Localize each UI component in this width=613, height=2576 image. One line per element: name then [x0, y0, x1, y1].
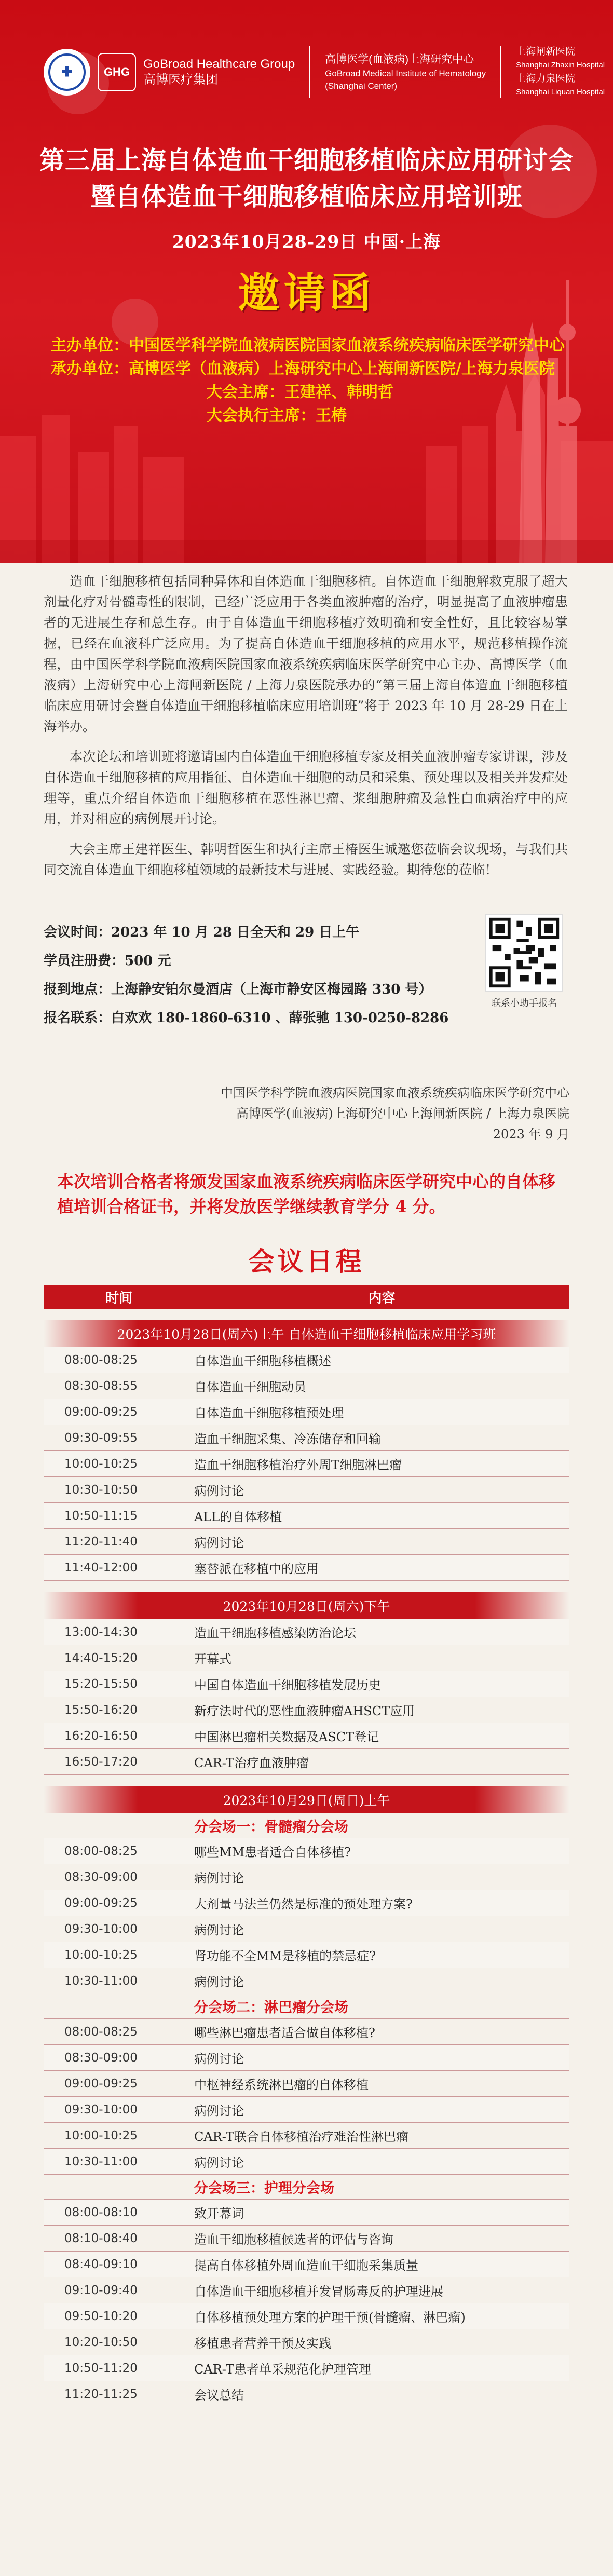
hospital-names: 上海闸新医院 Shanghai Zhaxin Hospital 上海力泉医院 Shanghai Liquan Hospital	[516, 46, 605, 97]
schedule-row	[44, 2252, 569, 2277]
schedule-row	[44, 1916, 569, 1942]
session-time: 11:20-11:25	[64, 2387, 138, 2401]
schedule-row	[44, 2045, 569, 2071]
hero-banner	[0, 0, 613, 563]
session-topic: 致开幕词	[194, 2206, 244, 2221]
subvenue-lymphoma: 分会场二：淋巴瘤分会场	[44, 1994, 569, 2019]
session-topic: 新疗法时代的恶性血液肿瘤AHSCT应用	[194, 1704, 415, 1718]
session-topic: 移植患者营养干预及实践	[194, 2336, 331, 2351]
schedule-row	[44, 1619, 569, 1645]
section-day2-morning: 2023年10月29日(周日)上午	[44, 1786, 569, 1813]
schedule-row	[44, 1968, 569, 1994]
session-time: 10:30-11:00	[64, 2154, 138, 2168]
schedule-row	[44, 1451, 569, 1477]
schedule-row	[44, 1942, 569, 1968]
schedule-row	[44, 1697, 569, 1723]
session-topic: 病例讨论	[194, 1923, 244, 1937]
gobroad-name: GoBroad Healthcare Group 高博医疗集团	[143, 57, 295, 87]
session-time: 08:30-08:55	[64, 1379, 138, 1393]
session-time: 14:40-15:20	[64, 1651, 138, 1665]
session-topic: 大剂量马法兰仍然是标准的预处理方案?	[194, 1897, 413, 1911]
intro-section	[44, 571, 568, 890]
organizer-line: 承办单位：高博医学（血液病）上海研究中心上海闸新医院/上海力泉医院	[51, 360, 555, 378]
session-time: 10:00-10:25	[64, 1948, 138, 1962]
schedule-row	[44, 1425, 569, 1451]
intro-paragraph: 大会主席王建祥医生、韩明哲医生和执行主席王椿医生诚邀您莅临会议现场，与我们共同交流自体造血干细胞移植领域的最新技术与进展、实践经验。期待您的莅临！	[44, 842, 568, 877]
session-topic: 造血干细胞移植治疗外周T细胞淋巴瘤	[194, 1458, 402, 1472]
session-topic: ALL的自体移植	[194, 1510, 282, 1524]
session-time: 15:20-15:50	[64, 1677, 138, 1691]
session-time: 09:00-09:25	[64, 1405, 138, 1419]
session-time: 09:50-10:20	[64, 2309, 138, 2323]
session-time: 10:00-10:25	[64, 1457, 138, 1471]
session-topic: 会议总结	[194, 2388, 244, 2403]
intro-paragraph: 造血干细胞移植包括同种异体和自体造血干细胞移植。自体造血干细胞解救克服了超大剂量化疗对骨髓毒性的限制，已经广泛应用于各类血液肿瘤的治疗，明显提高了血液肿瘤患者的无进展生存和总生存。由于自体造血干细胞移植疗效明确和安全性好，且比较容易掌握，已经在血液科广泛应用。为了提高自体造血干细胞移植的应用水平，规范移植操作流程，由中国医学科学院血液病医院国家血液系统疾病临床医学研究中心主办、高博医学（血液病）上海研究中心上海闸新医院 / 上海力泉医院承办的“第三届上海自体造血干细胞移植临床应用研讨会暨自体造血干细胞移植临床应用培训班”将于 2023 年 10 月 28-29 日在上海举办。	[44, 574, 568, 734]
schedule-row	[44, 2200, 569, 2226]
session-time: 08:30-09:00	[64, 1870, 138, 1884]
session-topic: 病例讨论	[194, 2052, 244, 2066]
session-topic: 肾功能不全MM是移植的禁忌症?	[194, 1949, 376, 1963]
session-topic: 中国自体造血干细胞移植发展历史	[194, 1678, 381, 1692]
session-topic: 自体造血干细胞移植概述	[194, 1354, 331, 1368]
session-topic: 病例讨论	[194, 2104, 244, 2118]
session-time: 08:00-08:25	[64, 1353, 138, 1367]
schedule-row	[44, 1864, 569, 1890]
session-time: 11:20-11:40	[64, 1535, 138, 1549]
gobroad-logo-icon: GHG	[98, 53, 136, 91]
session-topic: 中国淋巴瘤相关数据及ASCT登记	[194, 1730, 379, 1744]
session-time: 09:10-09:40	[64, 2283, 138, 2297]
schedule-table	[44, 1285, 569, 2407]
session-time: 10:50-11:15	[64, 1509, 138, 1523]
session-time: 10:20-10:50	[64, 2335, 138, 2349]
session-topic: 病例讨论	[194, 1536, 244, 1550]
schedule-row	[44, 1645, 569, 1671]
session-time: 08:00-08:25	[64, 2025, 138, 2039]
schedule-row	[44, 2226, 569, 2252]
schedule-row	[44, 1555, 569, 1581]
session-time: 10:30-11:00	[64, 1974, 138, 1988]
schedule-row	[44, 2149, 569, 2175]
logo-divider	[500, 46, 501, 98]
session-topic: 病例讨论	[194, 1871, 244, 1886]
schedule-row	[44, 1671, 569, 1697]
schedule-row	[44, 1477, 569, 1503]
schedule-row	[44, 1503, 569, 1529]
session-topic: 自体移植预处理方案的护理干预(骨髓瘤、淋巴瘤)	[194, 2310, 466, 2325]
schedule-row	[44, 2071, 569, 2097]
schedule-row	[44, 2381, 569, 2407]
intro-paragraph: 本次论坛和培训班将邀请国内自体造血干细胞移植专家及相关血液肿瘤专家讲课，涉及自体造血干细胞移植的应用指征、自体造血干细胞的动员和采集、预处理以及相关并发症处理等，重点介绍自体造血干细胞移植在恶性淋巴瘤、浆细胞肿瘤及急性白血病治疗中的应用，并对相应的病例展开讨论。	[44, 749, 568, 826]
signature-block: 中国医学科学院血液病医院国家血液系统疾病临床医学研究中心 高博医学(血液病)上海研究中心上海闸新医院 / 上海力泉医院 2023 年 9 月	[221, 1086, 569, 1142]
session-topic: 自体造血干细胞移植并发冒肠毒反的护理进展	[194, 2284, 443, 2299]
schedule-row	[44, 2019, 569, 2045]
academy-logo	[44, 49, 90, 96]
meeting-time: 会议时间：2023 年 10 月 28 日全天和 29 日上午	[44, 925, 360, 940]
invitation-heading: 邀请函	[238, 268, 375, 317]
session-topic: 提高自体移植外周血造血干细胞采集质量	[194, 2258, 418, 2273]
qr-code-icon[interactable]	[485, 914, 563, 992]
session-topic: 病例讨论	[194, 1484, 244, 1498]
section-day1-morning: 2023年10月28日(周六)上午 自体造血干细胞移植临床应用学习班	[44, 1320, 569, 1347]
session-time: 15:50-16:20	[64, 1703, 138, 1717]
session-time: 08:00-08:10	[64, 2205, 138, 2219]
schedule-row	[44, 1749, 569, 1775]
session-topic: CAR-T联合自体移植治疗难治性淋巴瘤	[194, 2130, 409, 2144]
session-time: 09:00-09:25	[64, 2077, 138, 2091]
session-topic: 自体造血干细胞移植预处理	[194, 1406, 344, 1420]
session-time: 08:00-08:25	[64, 1844, 138, 1858]
session-time: 09:30-09:55	[64, 1431, 138, 1445]
schedule-row	[44, 1838, 569, 1864]
session-topic: 自体造血干细胞动员	[194, 1380, 306, 1394]
session-topic: CAR-T治疗血液肿瘤	[194, 1756, 309, 1770]
session-topic: 病例讨论	[194, 1975, 244, 1989]
schedule-header: 时间 内容	[44, 1285, 569, 1309]
institute-name: 高博医学(血液病)上海研究中心 GoBroad Medical Institute of Hematology (Shanghai Center)	[325, 53, 486, 91]
session-time: 16:50-17:20	[64, 1755, 138, 1769]
session-topic: 病例讨论	[194, 2155, 244, 2170]
session-time: 11:40-12:00	[64, 1561, 138, 1575]
logo-bar	[44, 44, 605, 101]
schedule-row	[44, 2097, 569, 2123]
schedule-row	[44, 2277, 569, 2303]
schedule-title: 会议日程	[248, 1246, 365, 1277]
section-day1-afternoon: 2023年10月28日(周六)下午	[44, 1592, 569, 1619]
certificate-notice: 本次培训合格者将颁发国家血液系统疾病临床医学研究中心的自体移植培训合格证书，并将发放医学继续教育学分 4 分。	[57, 1172, 556, 1216]
venue: 报到地点：上海静安铂尔曼酒店（上海市静安区梅园路 330 号）	[44, 982, 432, 997]
schedule-row	[44, 2355, 569, 2381]
schedule-row	[44, 1399, 569, 1425]
subvenue-myeloma: 分会场一：骨髓瘤分会场	[44, 1813, 569, 1838]
session-time: 10:00-10:25	[64, 2128, 138, 2143]
session-topic: 造血干细胞移植候选者的评估与咨询	[194, 2232, 393, 2247]
session-time: 09:00-09:25	[64, 1896, 138, 1910]
schedule-row	[44, 2329, 569, 2355]
sponsor-line: 主办单位：中国医学科学院血液病医院国家血液系统疾病临床医学研究中心	[51, 336, 565, 355]
session-topic: 哪些淋巴瘤患者适合做自体移植?	[194, 2026, 375, 2040]
session-topic: 造血干细胞采集、冷冻储存和回输	[194, 1432, 381, 1446]
session-topic: CAR-T患者单采规范化护理管理	[194, 2362, 372, 2377]
schedule-row	[44, 1723, 569, 1749]
registration-fee: 学员注册费：500 元	[44, 953, 171, 969]
schedule-row	[44, 1890, 569, 1916]
session-topic: 开幕式	[194, 1652, 231, 1666]
session-time: 08:10-08:40	[64, 2231, 138, 2245]
session-time: 16:20-16:50	[64, 1729, 138, 1743]
schedule-row	[44, 1529, 569, 1555]
date-location: 2023年10月28-29日 中国·上海	[172, 232, 441, 252]
session-time: 08:30-09:00	[64, 2051, 138, 2065]
session-time: 09:30-10:00	[64, 1922, 138, 1936]
session-time: 09:30-10:00	[64, 2103, 138, 2117]
qr-caption: 联系小助手报名	[492, 998, 557, 1009]
session-topic: 中枢神经系统淋巴瘤的自体移植	[194, 2078, 369, 2092]
conference-subtitle: 暨自体造血干细胞移植临床应用培训班	[90, 182, 523, 211]
conference-title: 第三届上海自体造血干细胞移植临床应用研讨会	[39, 146, 574, 175]
logo-divider	[309, 46, 310, 98]
session-topic: 塞替派在移植中的应用	[194, 1562, 319, 1576]
session-topic: 造血干细胞移植感染防治论坛	[194, 1626, 356, 1640]
schedule-row	[44, 1373, 569, 1399]
session-topic: 哪些MM患者适合自体移植?	[194, 1845, 351, 1860]
session-time: 10:30-10:50	[64, 1483, 138, 1497]
schedule-row	[44, 1347, 569, 1373]
session-time: 08:40-09:10	[64, 2257, 138, 2271]
subvenue-nursing: 分会场三：护理分会场	[44, 2175, 569, 2200]
contact: 报名联系：白欢欢 180-1860-6310 、薛张驰 130-0250-8286	[44, 1010, 449, 1026]
exec-chair-line: 大会执行主席：王椿	[207, 406, 347, 425]
session-time: 13:00-14:30	[64, 1625, 138, 1639]
academy-seal-icon: ✚	[48, 53, 86, 91]
chair-line: 大会主席：王建祥、韩明哲	[207, 383, 393, 401]
schedule-row	[44, 2123, 569, 2149]
schedule-row	[44, 2303, 569, 2329]
session-time: 10:50-11:20	[64, 2361, 138, 2375]
